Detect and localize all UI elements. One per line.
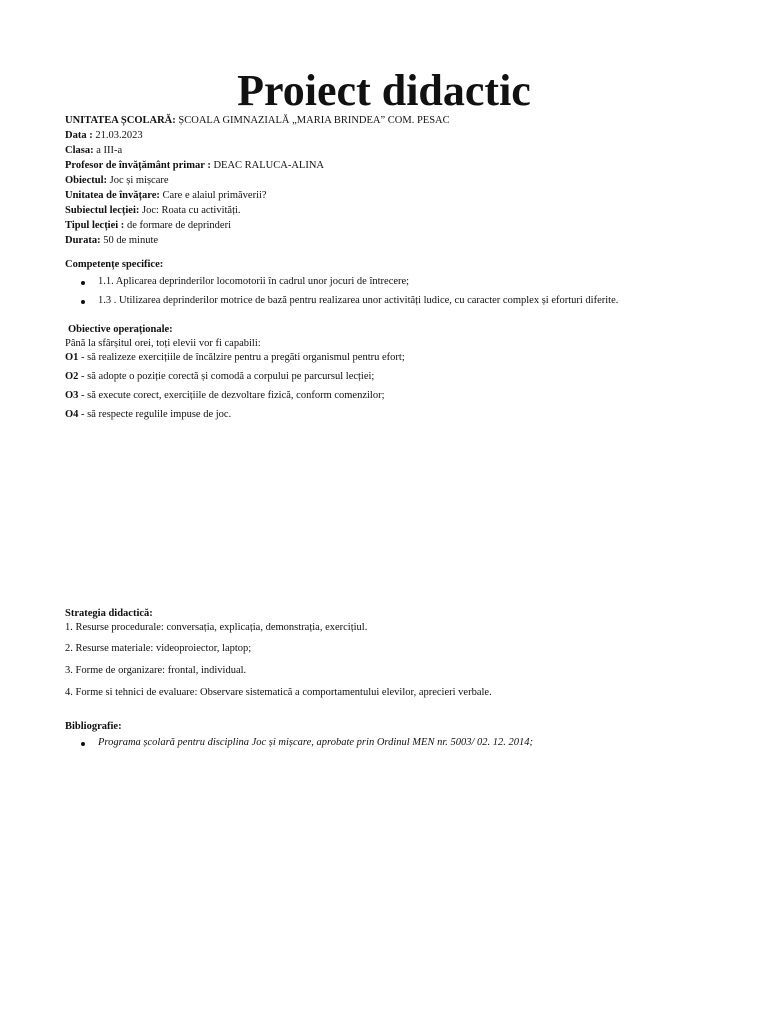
list-item: Programa școlară pentru disciplina Joc și mișcare, aprobate prin Ordinul MEN nr. 5003/ 02. 12. 2014; — [65, 737, 533, 749]
competente-heading: Competențe specifice: — [65, 259, 164, 270]
strategia-item: 4. Forme si tehnici de evaluare: Observare sistematică a comportamentului elevilor, aprecieri verbale. — [65, 687, 492, 698]
objective-code: O2 — [65, 371, 79, 382]
info-row-class — [65, 143, 450, 158]
obiective-intro: Până la sfârșitul orei, toți elevii vor fi capabili: — [65, 338, 261, 349]
info-value: DEAC RALUCA-ALINA — [210, 160, 324, 171]
info-row-subject — [65, 173, 450, 188]
objective-text: - să realizeze exercițiile de încălzire pentru a pregăti organismul pentru efort; — [78, 352, 405, 363]
objective-code: O1 — [65, 352, 79, 363]
info-value: Joc și mișcare — [107, 175, 169, 186]
objective-text: - să adopte o poziție corectă și comodă a corpului pe parcursul lecției; — [78, 371, 375, 382]
strategia-heading: Strategia didactică: — [65, 608, 153, 619]
objective-text: - să respecte regulile impuse de joc. — [78, 409, 232, 420]
list-item: 1.1. Aplicarea deprinderilor locomotorii în cadrul unor jocuri de întrecere; — [65, 276, 618, 295]
info-label: Profesor de învățământ primar : — [65, 160, 211, 171]
objective-o4 — [65, 409, 231, 420]
objective-o3 — [65, 390, 385, 401]
info-row-duration — [65, 233, 450, 248]
info-value: Care e alaiul primăverii? — [159, 190, 267, 201]
info-value: 50 de minute — [100, 235, 159, 246]
lesson-info — [65, 113, 450, 248]
info-row-school — [65, 113, 450, 128]
page-title: Proiect didactic — [237, 66, 531, 115]
strategia-item: 1. Resurse procedurale: conversația, explicația, demonstrația, exercițiul. — [65, 622, 368, 633]
info-value: ȘCOALA GIMNAZIALĂ „MARIA BRINDEA” COM. PESAC — [175, 115, 450, 126]
info-label: Clasa: — [65, 145, 94, 156]
info-label: UNITATEA ȘCOLARĂ: — [65, 115, 176, 126]
bibliografie-list — [65, 737, 533, 749]
objective-code: O3 — [65, 390, 79, 401]
info-row-teacher — [65, 158, 450, 173]
info-label: Tipul lecției : — [65, 220, 125, 231]
strategia-item: 3. Forme de organizare: frontal, individual. — [65, 665, 247, 676]
info-row-date — [65, 128, 450, 143]
info-row-lesson-type — [65, 218, 450, 233]
info-row-unit — [65, 188, 450, 203]
info-label: Subiectul lecției: — [65, 205, 140, 216]
info-value: 21.03.2023 — [92, 130, 143, 141]
info-label: Data : — [65, 130, 93, 141]
info-label: Durata: — [65, 235, 101, 246]
competente-list — [65, 276, 618, 307]
objective-o1 — [65, 352, 405, 363]
bibliografie-heading: Bibliografie: — [65, 721, 122, 732]
info-value: a III-a — [93, 145, 123, 156]
obiective-heading: Obiective operaționale: — [68, 324, 173, 335]
info-row-lesson-topic — [65, 203, 450, 218]
info-label: Obiectul: — [65, 175, 107, 186]
strategia-item: 2. Resurse materiale: videoproiector, laptop; — [65, 643, 252, 654]
objective-text: - să execute corect, exercițiile de dezvoltare fizică, conform comenzilor; — [78, 390, 385, 401]
info-value: de formare de deprinderi — [124, 220, 232, 231]
objective-code: O4 — [65, 409, 79, 420]
info-value: Joc: Roata cu activități. — [139, 205, 241, 216]
list-item: 1.3 . Utilizarea deprinderilor motrice de bază pentru realizarea unor activități ludice, cu caracter complex și eforturi diferite. — [65, 295, 618, 307]
info-label: Unitatea de învățare: — [65, 190, 160, 201]
objective-o2 — [65, 371, 374, 382]
